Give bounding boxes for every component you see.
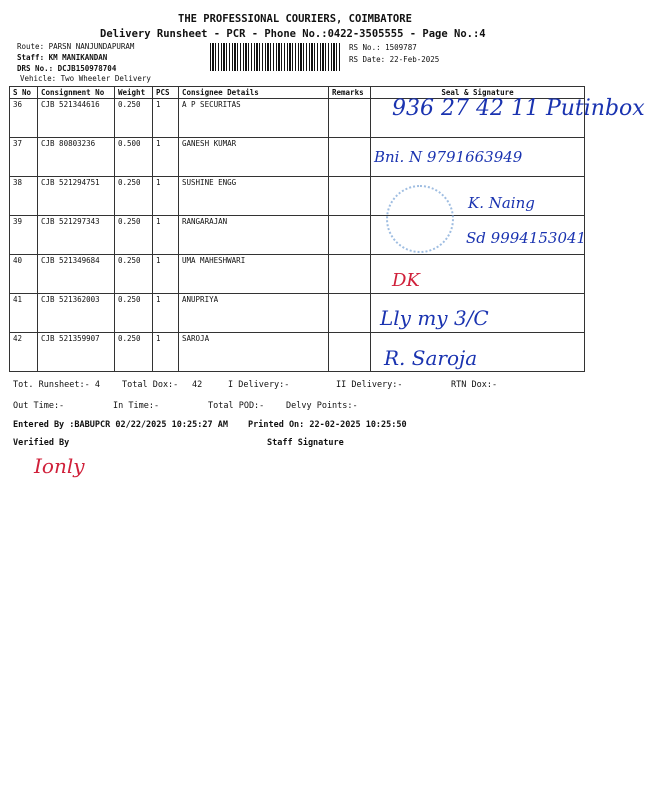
cell-consignment: CJB 521349684: [38, 255, 115, 294]
cell-sno: 39: [10, 216, 38, 255]
rs-date: RS Date: 22-Feb-2025: [349, 55, 440, 64]
cell-remarks: [329, 333, 371, 372]
vehicle-label: Vehicle: Two Wheeler Delivery: [20, 74, 151, 83]
cell-sno: 36: [10, 99, 38, 138]
table-row: [10, 255, 585, 294]
total-runsheet: Tot. Runsheet:- 4: [13, 380, 100, 390]
route-label: Route: PARSN NANJUNDAPURAM: [17, 42, 135, 51]
cell-consignment: CJB 521294751: [38, 177, 115, 216]
col-header-weight: Weight: [115, 87, 153, 99]
cell-consignee: GANESH KUMAR: [179, 138, 329, 177]
total-dox-label: Total Dox:-: [122, 380, 179, 390]
cell-sno: 37: [10, 138, 38, 177]
out-time-label: Out Time:-: [13, 401, 65, 411]
cell-consignee: SAROJA: [179, 333, 329, 372]
cell-remarks: [329, 138, 371, 177]
rs-number: RS No.: 1509787: [349, 43, 417, 52]
cell-weight: 0.250: [115, 216, 153, 255]
cell-sno: 40: [10, 255, 38, 294]
cell-pcs: 1: [153, 138, 179, 177]
barcode-image: [210, 43, 340, 71]
cell-remarks: [329, 216, 371, 255]
cell-consignment: CJB 521344616: [38, 99, 115, 138]
verified-by-label: Verified By: [13, 438, 70, 448]
table-row: [10, 294, 585, 333]
cell-pcs: 1: [153, 255, 179, 294]
cell-sno: 42: [10, 333, 38, 372]
staff-label: Staff: KM MANIKANDAN: [17, 53, 108, 62]
total-dox-value: 42: [192, 380, 203, 390]
cell-consignment: CJB 80803236: [38, 138, 115, 177]
delivery-points-label: Delvy Points:-: [286, 401, 358, 411]
cell-remarks: [329, 177, 371, 216]
signature-42: R. Saroja: [384, 346, 478, 370]
ii-delivery-label: II Delivery:-: [336, 380, 403, 390]
signature-38: K. Naing: [468, 194, 535, 212]
cell-pcs: 1: [153, 216, 179, 255]
staff-signature-label: Staff Signature: [267, 438, 344, 448]
cell-remarks: [329, 294, 371, 333]
cell-pcs: 1: [153, 177, 179, 216]
cell-sno: 41: [10, 294, 38, 333]
signature-41: Lly my 3/C: [380, 306, 489, 330]
cell-consignee: ANUPRIYA: [179, 294, 329, 333]
signature-40: DK: [392, 270, 420, 291]
signature-37: Bni. N 9791663949: [374, 148, 523, 166]
cell-pcs: 1: [153, 294, 179, 333]
drs-number: DRS No.: DCJB150978704: [17, 64, 117, 73]
cell-pcs: 1: [153, 333, 179, 372]
cell-consignee: UMA MAHESHWARI: [179, 255, 329, 294]
col-header-sno: S No: [10, 87, 38, 99]
cell-consignee: SUSHINE ENGG: [179, 177, 329, 216]
cell-weight: 0.250: [115, 99, 153, 138]
runsheet-subtitle: Delivery Runsheet - PCR - Phone No.:0422-3505555 - Page No.:4: [100, 28, 486, 40]
cell-consignment: CJB 521359907: [38, 333, 115, 372]
cell-remarks: [329, 99, 371, 138]
cell-consignee: RANGARAJAN: [179, 216, 329, 255]
entered-by: Entered By :BABUPCR 02/22/2025 10:25:27 AM: [13, 420, 228, 430]
col-header-remarks: Remarks: [329, 87, 371, 99]
signature-36: 936 27 42 11 Putinbox: [392, 96, 645, 121]
company-name: THE PROFESSIONAL COURIERS, COIMBATORE: [178, 13, 412, 25]
col-header-pcs: PCS: [153, 87, 179, 99]
col-header-consignee: Consignee Details: [179, 87, 329, 99]
cell-sno: 38: [10, 177, 38, 216]
total-pod-label: Total POD:-: [208, 401, 265, 411]
cell-remarks: [329, 255, 371, 294]
signature-39: Sd 9994153041: [466, 229, 587, 247]
i-delivery-label: I Delivery:-: [228, 380, 290, 390]
col-header-consignment: Consignment No: [38, 87, 115, 99]
rtn-dox-label: RTN Dox:-: [451, 380, 498, 390]
seal-stamp: [386, 185, 454, 253]
in-time-label: In Time:-: [113, 401, 160, 411]
printed-on: Printed On: 22-02-2025 10:25:50: [248, 420, 407, 430]
cell-consignment: CJB 521297343: [38, 216, 115, 255]
cell-weight: 0.250: [115, 333, 153, 372]
cell-weight: 0.250: [115, 255, 153, 294]
table-row: [10, 333, 585, 372]
verifier-signature: Ionly: [34, 454, 85, 478]
cell-weight: 0.250: [115, 177, 153, 216]
cell-consignee: A P SECURITAS: [179, 99, 329, 138]
col-header-signature: Seal & Signature: [371, 87, 585, 99]
cell-pcs: 1: [153, 99, 179, 138]
cell-weight: 0.500: [115, 138, 153, 177]
cell-consignment: CJB 521362003: [38, 294, 115, 333]
cell-weight: 0.250: [115, 294, 153, 333]
